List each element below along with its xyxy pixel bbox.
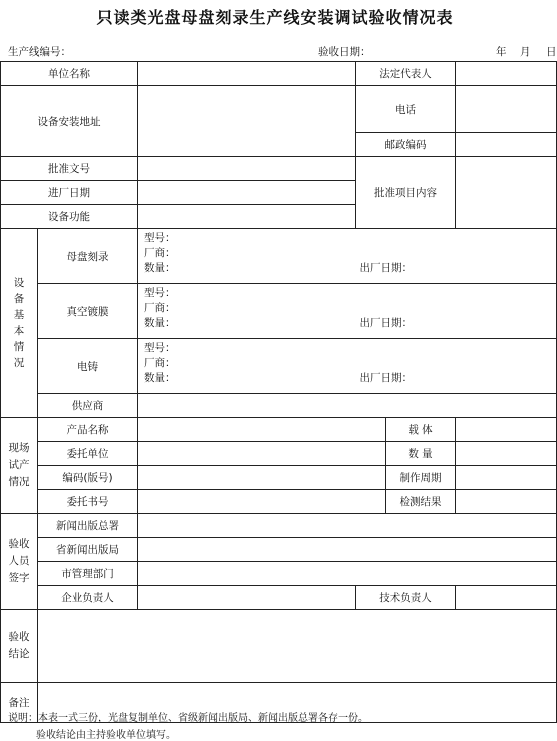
test-result-field[interactable] — [456, 490, 557, 514]
month-label: 月 — [520, 46, 531, 58]
city-dept-label: 市管理部门 — [38, 562, 138, 586]
conclusion-field[interactable] — [38, 610, 557, 683]
form-title: 只读类光盘母盘刻录生产线安装调试验收情况表 — [96, 8, 454, 27]
provincial-label: 省新闻出版局 — [38, 538, 138, 562]
gapp-label: 新闻出版总署 — [38, 514, 138, 538]
city-dept-signature-field[interactable] — [138, 562, 557, 586]
approved-items-field[interactable] — [456, 157, 557, 229]
vacuum-coating-specs[interactable]: 型号： 厂商： 数量： 出厂日期： — [138, 284, 557, 339]
day-label: 日 — [546, 46, 557, 58]
enterprise-head-field[interactable] — [138, 586, 356, 610]
production-line-no-label: 生产线编号： — [8, 46, 71, 58]
tech-head-label: 技术负责人 — [356, 586, 456, 610]
acceptance-form — [0, 61, 557, 723]
code-version-label: 编码(版号) — [38, 466, 138, 490]
product-name-field[interactable] — [138, 418, 386, 442]
equipment-function-label: 设备功能 — [1, 205, 138, 229]
import-date-label: 进厂日期 — [1, 181, 138, 205]
tech-head-field[interactable] — [456, 586, 557, 610]
commission-no-field[interactable] — [138, 490, 386, 514]
year-label: 年 — [496, 46, 507, 58]
mastering-label: 母盘刻录 — [38, 229, 138, 284]
import-date-field[interactable] — [138, 181, 356, 205]
trial-section-label: 现场试产情况 — [1, 418, 38, 514]
install-address-label: 设备安装地址 — [1, 86, 138, 157]
supplier-label: 供应商 — [38, 394, 138, 418]
product-name-label: 产品名称 — [38, 418, 138, 442]
equipment-section-label: 设备基本情况 — [1, 229, 38, 418]
phone-field[interactable] — [456, 86, 557, 133]
commission-no-label: 委托书号 — [38, 490, 138, 514]
legal-rep-label: 法定代表人 — [356, 62, 456, 86]
quantity-field[interactable] — [456, 442, 557, 466]
code-version-field[interactable] — [138, 466, 386, 490]
enterprise-head-label: 企业负责人 — [38, 586, 138, 610]
gapp-signature-field[interactable] — [138, 514, 557, 538]
quantity-label: 数 量 — [386, 442, 456, 466]
carrier-field[interactable] — [456, 418, 557, 442]
acceptance-date-label: 验收日期： — [318, 46, 371, 58]
phone-label: 电话 — [356, 86, 456, 133]
production-cycle-field[interactable] — [456, 466, 557, 490]
supplier-field[interactable] — [138, 394, 557, 418]
legal-rep-field[interactable] — [456, 62, 557, 86]
electroforming-specs[interactable]: 型号： 厂商： 数量： 出厂日期： — [138, 339, 557, 394]
postcode-label: 邮政编码 — [356, 133, 456, 157]
mastering-specs[interactable]: 型号： 厂商： 数量： 出厂日期： — [138, 229, 557, 284]
approved-items-label: 批准项目内容 — [356, 157, 456, 229]
carrier-label: 载 体 — [386, 418, 456, 442]
vacuum-coating-label: 真空镀膜 — [38, 284, 138, 339]
production-cycle-label: 制作周期 — [386, 466, 456, 490]
remarks-label: 备注 — [1, 683, 38, 723]
approval-doc-label: 批准文号 — [1, 157, 138, 181]
footer-note-2: 验收结论由主持验收单位填写。 — [36, 730, 176, 741]
provincial-signature-field[interactable] — [138, 538, 557, 562]
signatures-section-label: 验收人员签字 — [1, 514, 38, 610]
test-result-label: 检测结果 — [386, 490, 456, 514]
approval-doc-field[interactable] — [138, 157, 356, 181]
electroforming-label: 电铸 — [38, 339, 138, 394]
conclusion-label: 验收结论 — [1, 610, 38, 683]
postcode-field[interactable] — [456, 133, 557, 157]
unit-name-label: 单位名称 — [1, 62, 138, 86]
install-address-field[interactable] — [138, 86, 356, 157]
footer-note-1: 说明：本表一式三份，光盘复制单位、省级新闻出版局、新闻出版总署各存一份。 — [8, 713, 368, 724]
client-unit-field[interactable] — [138, 442, 386, 466]
client-unit-label: 委托单位 — [38, 442, 138, 466]
equipment-function-field[interactable] — [138, 205, 356, 229]
unit-name-field[interactable] — [138, 62, 356, 86]
